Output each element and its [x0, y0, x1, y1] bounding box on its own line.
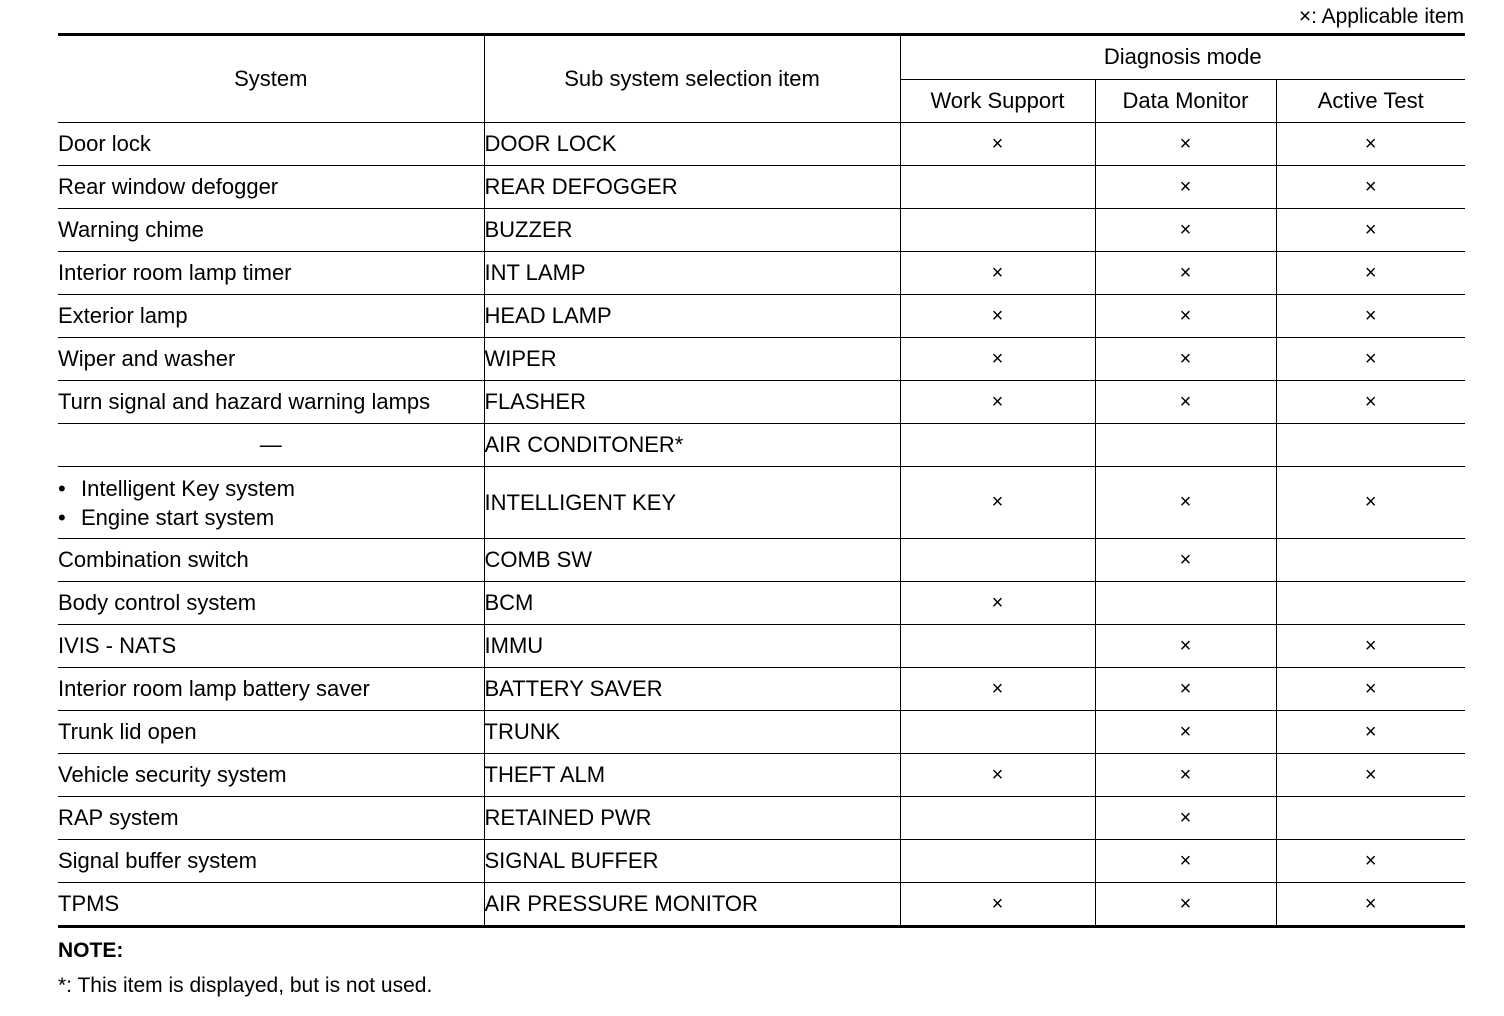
active-test-mark [1276, 582, 1465, 625]
data-monitor-mark: × [1095, 467, 1276, 539]
sub-system-cell: INTELLIGENT KEY [484, 467, 900, 539]
table-row [58, 381, 1465, 424]
note-title: NOTE: [58, 939, 124, 962]
system-bullet-list [58, 474, 484, 532]
work-support-mark: × [900, 338, 1095, 381]
active-test-mark [1276, 424, 1465, 467]
system-cell: Interior room lamp battery saver [58, 668, 484, 711]
system-cell: Wiper and washer [58, 338, 484, 381]
system-cell: Combination switch [58, 539, 484, 582]
data-monitor-mark: × [1095, 883, 1276, 927]
table-row [58, 295, 1465, 338]
system-cell: Turn signal and hazard warning lamps [58, 381, 484, 424]
active-test-mark: × [1276, 295, 1465, 338]
active-test-mark: × [1276, 166, 1465, 209]
note-section [58, 936, 432, 1000]
table-row [58, 582, 1465, 625]
sub-system-cell: BATTERY SAVER [484, 668, 900, 711]
table-row [58, 467, 1465, 539]
system-cell-dash: — [58, 424, 484, 467]
sub-system-cell: HEAD LAMP [484, 295, 900, 338]
sub-system-cell: COMB SW [484, 539, 900, 582]
work-support-mark [900, 797, 1095, 840]
active-test-mark [1276, 797, 1465, 840]
table-row [58, 166, 1465, 209]
work-support-mark: × [900, 754, 1095, 797]
work-support-mark: × [900, 252, 1095, 295]
system-cell [58, 467, 484, 539]
active-test-mark [1276, 539, 1465, 582]
header-data-monitor: Data Monitor [1095, 79, 1276, 123]
sub-system-cell: RETAINED PWR [484, 797, 900, 840]
system-cell: Body control system [58, 582, 484, 625]
work-support-mark [900, 840, 1095, 883]
system-cell: Interior room lamp timer [58, 252, 484, 295]
data-monitor-mark [1095, 424, 1276, 467]
data-monitor-mark: × [1095, 668, 1276, 711]
active-test-mark: × [1276, 668, 1465, 711]
system-cell: Trunk lid open [58, 711, 484, 754]
data-monitor-mark: × [1095, 123, 1276, 166]
system-cell: Door lock [58, 123, 484, 166]
data-monitor-mark: × [1095, 754, 1276, 797]
header-diagnosis-mode: Diagnosis mode [900, 35, 1465, 80]
data-monitor-mark: × [1095, 166, 1276, 209]
work-support-mark [900, 166, 1095, 209]
work-support-mark: × [900, 883, 1095, 927]
system-cell: RAP system [58, 797, 484, 840]
active-test-mark: × [1276, 883, 1465, 927]
sub-system-cell: THEFT ALM [484, 754, 900, 797]
work-support-mark [900, 625, 1095, 668]
data-monitor-mark: × [1095, 381, 1276, 424]
system-cell: Warning chime [58, 209, 484, 252]
work-support-mark: × [900, 295, 1095, 338]
active-test-mark: × [1276, 381, 1465, 424]
system-cell: Vehicle security system [58, 754, 484, 797]
header-system: System [58, 35, 484, 123]
sub-system-cell: FLASHER [484, 381, 900, 424]
table-row [58, 668, 1465, 711]
table-row [58, 539, 1465, 582]
active-test-mark: × [1276, 754, 1465, 797]
work-support-mark: × [900, 582, 1095, 625]
sub-system-cell: TRUNK [484, 711, 900, 754]
data-monitor-mark [1095, 582, 1276, 625]
active-test-mark: × [1276, 123, 1465, 166]
active-test-mark: × [1276, 625, 1465, 668]
note-text: *: This item is displayed, but is not used. [58, 974, 433, 997]
table-row [58, 209, 1465, 252]
table-row [58, 754, 1465, 797]
diagnosis-mode-table [58, 33, 1465, 928]
system-bullet-item: • Engine start system [58, 503, 484, 532]
data-monitor-mark: × [1095, 539, 1276, 582]
active-test-mark: × [1276, 252, 1465, 295]
work-support-mark: × [900, 381, 1095, 424]
work-support-mark: × [900, 123, 1095, 166]
data-monitor-mark: × [1095, 295, 1276, 338]
active-test-mark: × [1276, 209, 1465, 252]
sub-system-cell: BUZZER [484, 209, 900, 252]
data-monitor-mark: × [1095, 840, 1276, 883]
data-monitor-mark: × [1095, 338, 1276, 381]
system-cell: IVIS - NATS [58, 625, 484, 668]
table-row [58, 338, 1465, 381]
sub-system-cell: BCM [484, 582, 900, 625]
table-row [58, 840, 1465, 883]
data-monitor-mark: × [1095, 252, 1276, 295]
table-row [58, 883, 1465, 927]
sub-system-cell: WIPER [484, 338, 900, 381]
data-monitor-mark: × [1095, 209, 1276, 252]
table-row [58, 711, 1465, 754]
work-support-mark [900, 711, 1095, 754]
table-row [58, 797, 1465, 840]
sub-system-cell: IMMU [484, 625, 900, 668]
sub-system-cell: AIR CONDITONER* [484, 424, 900, 467]
data-monitor-mark: × [1095, 625, 1276, 668]
legend-applicable-item: ×: Applicable item [1298, 5, 1464, 28]
system-cell: Signal buffer system [58, 840, 484, 883]
header-sub-system: Sub system selection item [484, 35, 900, 123]
sub-system-cell: REAR DEFOGGER [484, 166, 900, 209]
work-support-mark [900, 209, 1095, 252]
system-cell: TPMS [58, 883, 484, 927]
table-row [58, 424, 1465, 467]
active-test-mark: × [1276, 840, 1465, 883]
header-work-support: Work Support [900, 79, 1095, 123]
table-row [58, 252, 1465, 295]
work-support-mark: × [900, 668, 1095, 711]
sub-system-cell: SIGNAL BUFFER [484, 840, 900, 883]
table-row [58, 123, 1465, 166]
active-test-mark: × [1276, 338, 1465, 381]
data-monitor-mark: × [1095, 797, 1276, 840]
header-active-test: Active Test [1276, 79, 1465, 123]
work-support-mark [900, 424, 1095, 467]
system-cell: Rear window defogger [58, 166, 484, 209]
system-bullet-item: • Intelligent Key system [58, 474, 484, 503]
active-test-mark: × [1276, 711, 1465, 754]
sub-system-cell: AIR PRESSURE MONITOR [484, 883, 900, 927]
sub-system-cell: DOOR LOCK [484, 123, 900, 166]
sub-system-cell: INT LAMP [484, 252, 900, 295]
active-test-mark: × [1276, 467, 1465, 539]
work-support-mark: × [900, 467, 1095, 539]
data-monitor-mark: × [1095, 711, 1276, 754]
system-cell: Exterior lamp [58, 295, 484, 338]
work-support-mark [900, 539, 1095, 582]
table-row [58, 625, 1465, 668]
